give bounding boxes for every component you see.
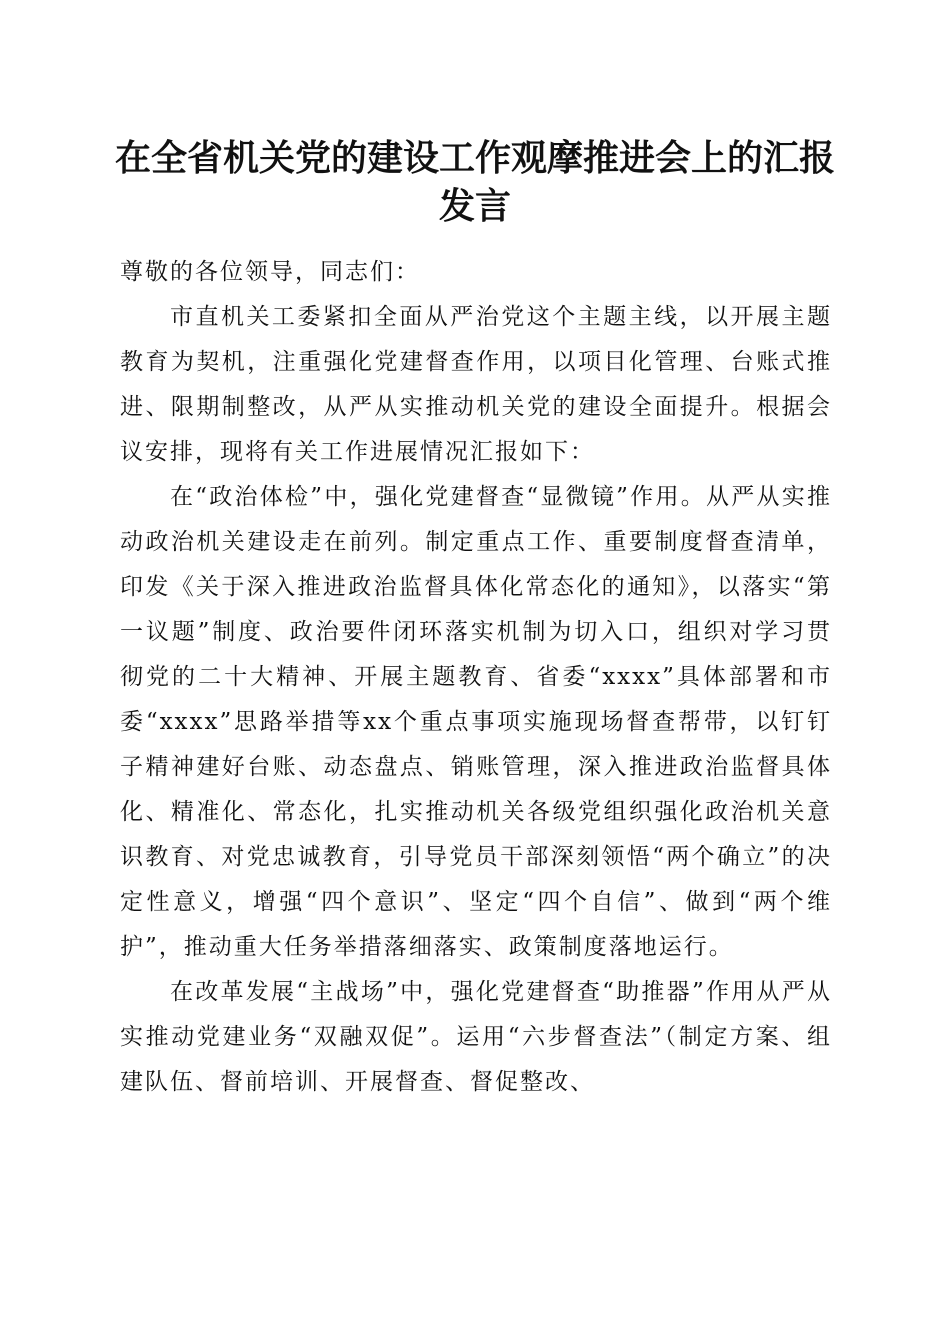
paragraph-reform-development: 在改革发展“主战场”中，强化党建督查“助推器”作用从严从实推动党建业务“双融双促”。运用“六步督查法”（制定方案、组建队伍、督前培训、开展督查、督促整改、: [120, 979, 832, 1095]
document-title-line-1: 在全省机关党的建设工作观摩推进会上的汇报: [114, 137, 835, 179]
salutation: 尊敬的各位领导，同志们：: [120, 259, 420, 285]
paragraph-intro: 市直机关工委紧扣全面从严治党这个主题主线，以开展主题教育为契机，注重强化党建督查作用，以项目化管理、台账式推进、限期制整改，从严从实推动机关党的建设全面提升。根据会议安排，现将有关工作进展情况汇报如下：: [120, 304, 832, 465]
paragraph-political-checkup: 在“政治体检”中，强化党建督查“显微镜”作用。从严从实推动政治机关建设走在前列。制定重点工作、重要制度督查清单，印发《关于深入推进政治监督具体化常态化的通知》，以落实“第一议题”制度、政治要件闭环落实机制为切入口，组织对学习贯彻党的二十大精神、开展主题教育、省委“xxxx”具体部署和市委“xxxx”思路举措等xx个重点事项实施现场督查帮带，以钉钉子精神建好台账、动态盘点、销账管理，深入推进政治监督具体化、精准化、常态化，扎实推动机关各级党组织强化政治机关意识教育、对党忠诚教育，引导党员干部深刻领悟“两个确立”的决定性意义，增强“四个意识”、坚定“四个自信”、做到“两个维护”，推动重大任务举措落细落实、政策制度落地运行。: [120, 484, 832, 960]
document-title-line-2: 发言: [438, 185, 511, 227]
document-body: [120, 250, 832, 1105]
